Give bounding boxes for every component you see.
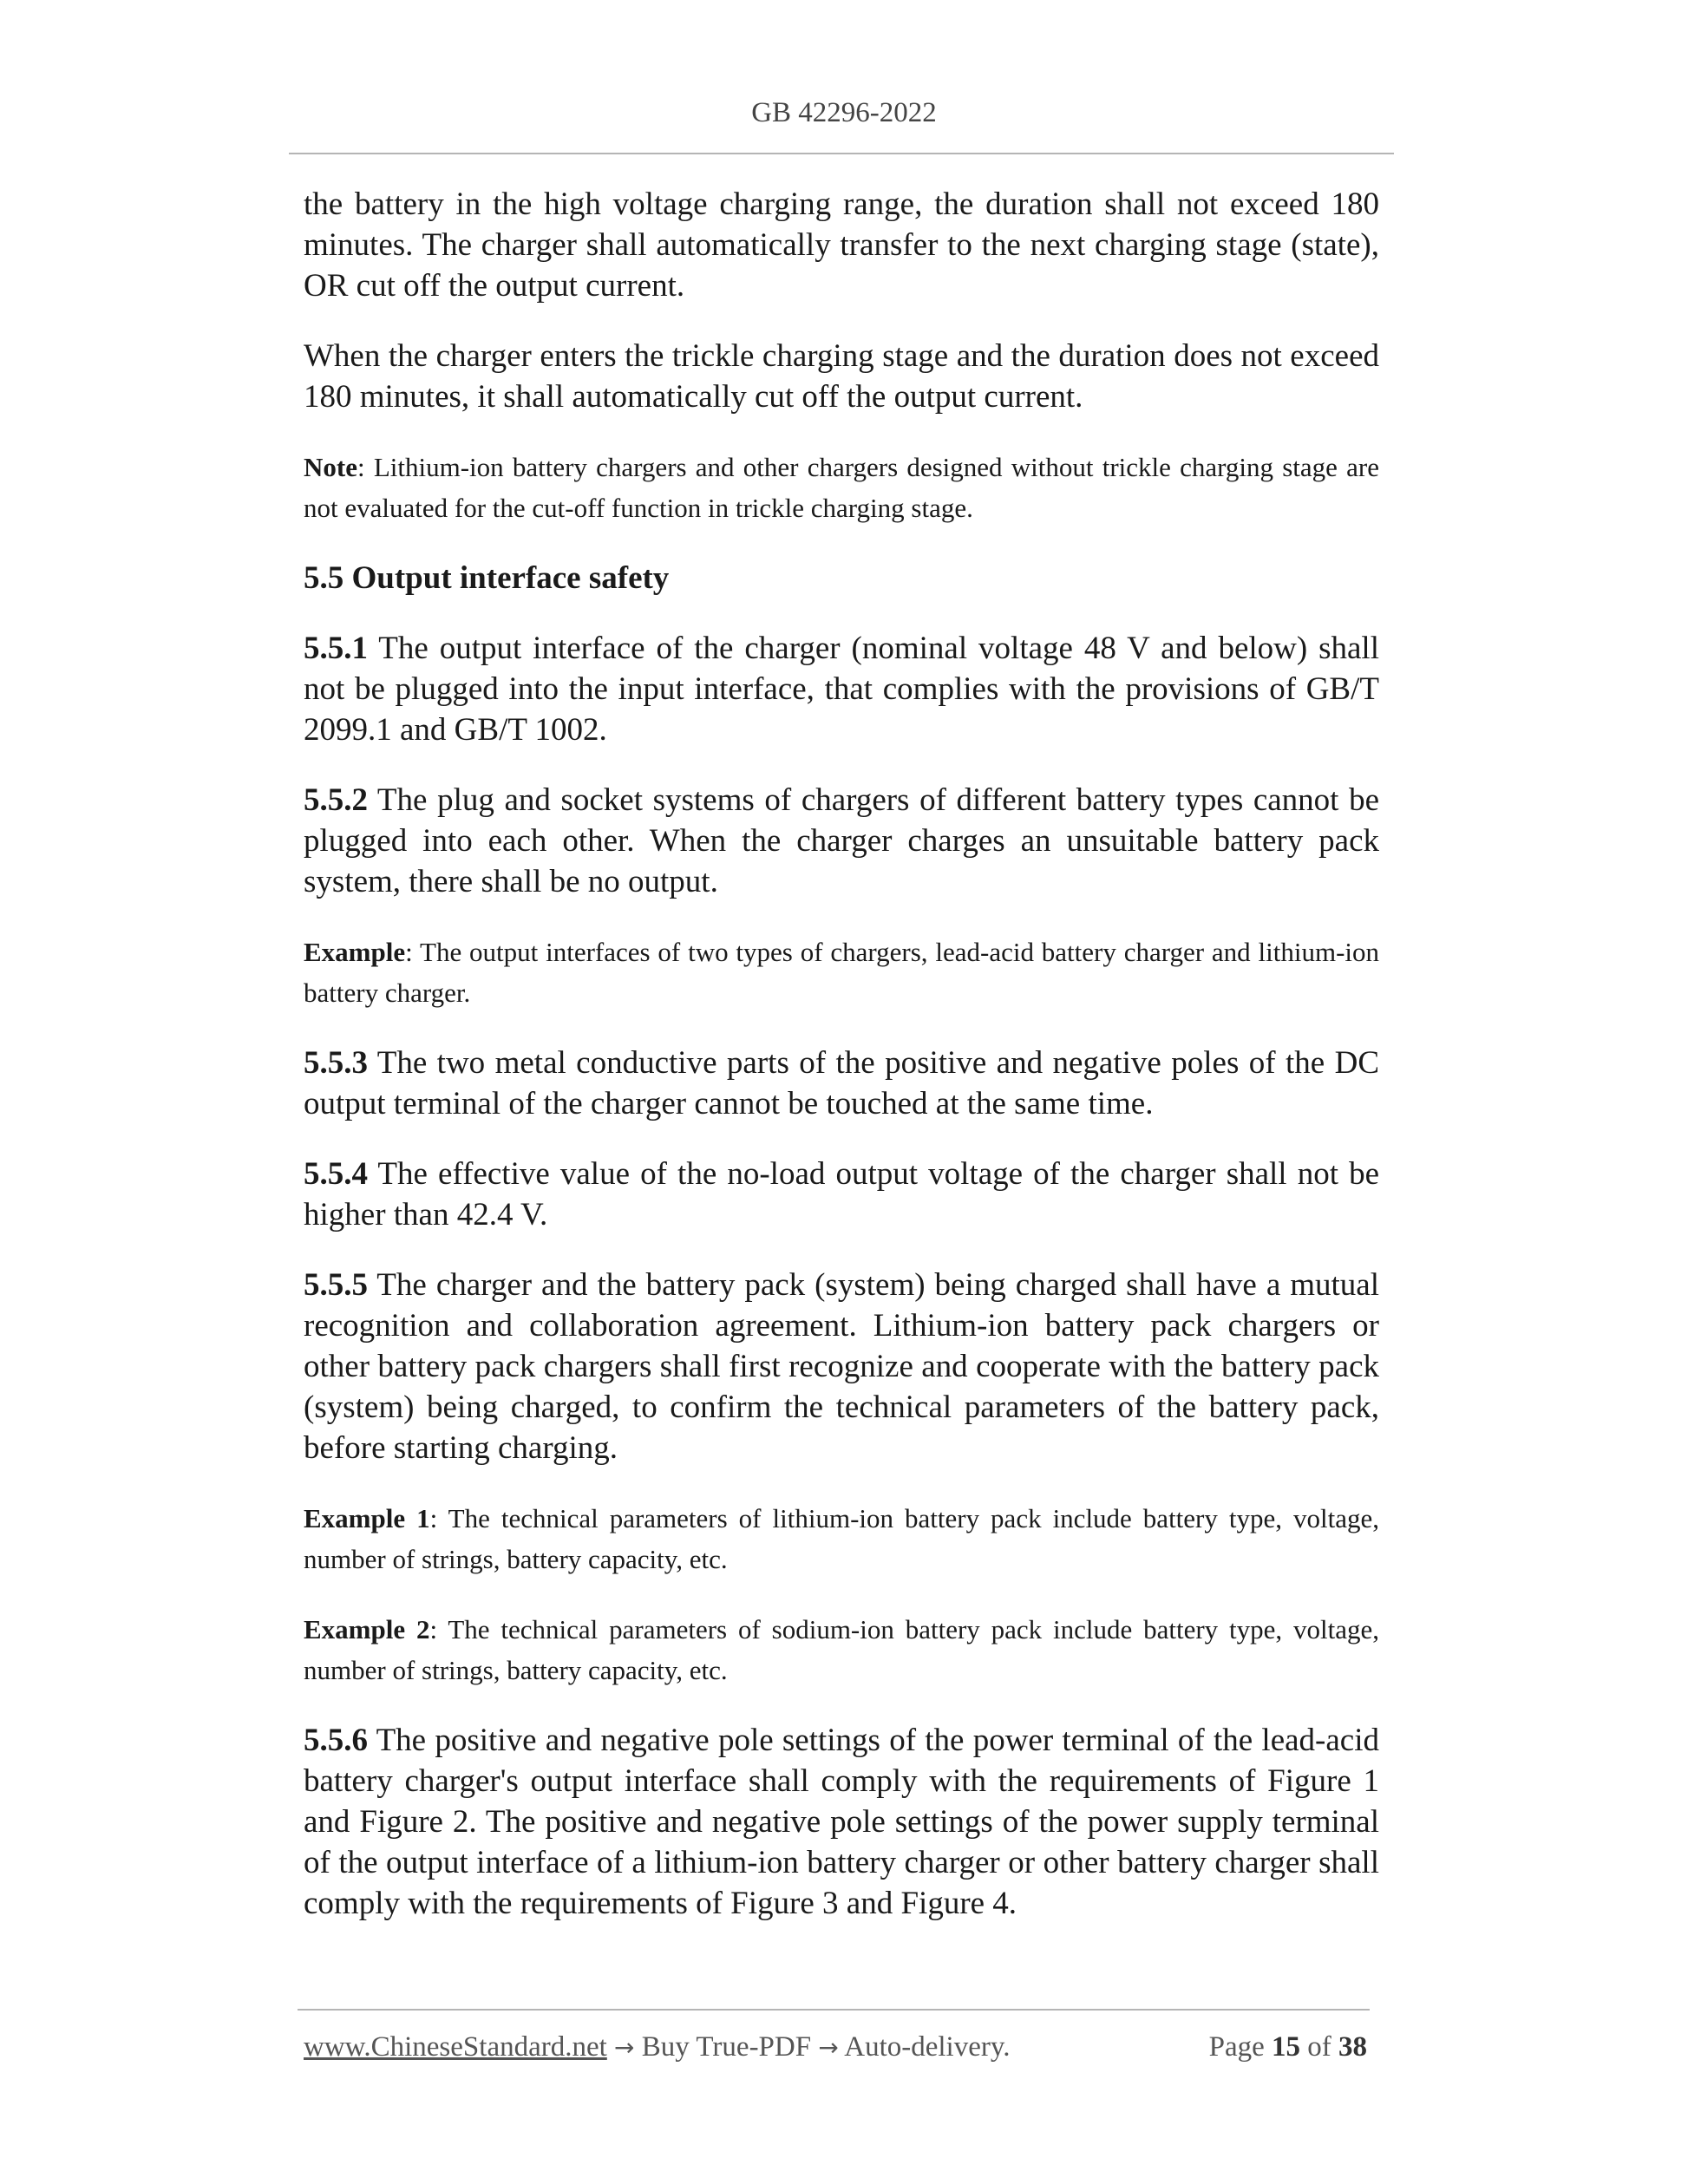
clause-5-5-3 xyxy=(304,1043,1379,1124)
note-label: Note xyxy=(304,452,357,482)
clause-number: 5.5.1 xyxy=(304,631,368,666)
header-divider xyxy=(289,153,1394,154)
delivery-text: Auto-delivery. xyxy=(838,2031,1011,2063)
example-2-paragraph xyxy=(304,1609,1379,1690)
example-label: Example 1 xyxy=(304,1503,430,1533)
clause-5-5-5 xyxy=(304,1265,1379,1468)
page-number: 15 xyxy=(1272,2031,1300,2063)
clause-5-5-4 xyxy=(304,1154,1379,1235)
page-indicator xyxy=(1209,2031,1367,2063)
example-1-paragraph xyxy=(304,1498,1379,1579)
of-label: of xyxy=(1300,2031,1338,2063)
clause-5-5-6 xyxy=(304,1720,1379,1924)
clause-text: The output interface of the charger (nominal voltage 48 V and below) shall not be plugged into the input interface, that complies with the provisions of GB/T 2099.1 and GB/T 1002. xyxy=(304,631,1379,748)
clause-number: 5.5.3 xyxy=(304,1045,368,1081)
document-header: GB 42296-2022 xyxy=(751,97,937,128)
clause-number: 5.5.2 xyxy=(304,782,368,818)
page-label: Page xyxy=(1208,2031,1272,2063)
clause-number: 5.5.6 xyxy=(304,1723,368,1758)
example-paragraph xyxy=(304,932,1379,1013)
paragraph-trickle-stage: When the charger enters the trickle charging stage and the duration does not exceed 180 minutes, it shall automatically cut off the output current. xyxy=(304,338,1379,415)
clause-text: The two metal conductive parts of the positive and negative poles of the DC output terminal of the charger cannot be touched at the same time. xyxy=(304,1045,1379,1121)
note-text: : Lithium-ion battery chargers and other chargers designed without trickle charging stage are not evaluated for the cut-off function in trickle charging stage. xyxy=(304,452,1379,523)
total-pages: 38 xyxy=(1338,2031,1367,2063)
footer-links xyxy=(304,2031,1010,2063)
example-label: Example 2 xyxy=(304,1614,430,1645)
clause-text: The plug and socket systems of chargers of different battery types cannot be plugged into each other. When the charger charges an unsuitable battery pack system, there shall be no output. xyxy=(304,782,1379,899)
clause-number: 5.5.5 xyxy=(304,1267,368,1303)
clause-number: 5.5.4 xyxy=(304,1156,368,1192)
example-text: : The technical parameters of sodium-ion battery pack include battery type, voltage, number of strings, battery capacity, etc. xyxy=(304,1614,1379,1685)
arrow-right-icon: → xyxy=(614,2033,635,2062)
example-text: : The technical parameters of lithium-ion battery pack include battery type, voltage, number of strings, battery capacity, etc. xyxy=(304,1503,1379,1574)
clause-text: The effective value of the no-load output voltage of the charger shall not be higher than 42.4 V. xyxy=(304,1156,1379,1233)
page-content xyxy=(304,184,1379,1953)
arrow-right-icon: → xyxy=(818,2033,839,2062)
buy-text: Buy True-PDF xyxy=(634,2031,819,2063)
clause-5-5-1 xyxy=(304,628,1379,750)
page-footer xyxy=(304,2031,1367,2070)
section-heading-5-5: 5.5 Output interface safety xyxy=(304,560,670,596)
note-paragraph xyxy=(304,447,1379,528)
example-label: Example xyxy=(304,937,406,967)
clause-text: The charger and the battery pack (system) being charged shall have a mutual recognition and collaboration agreement. Lithium-ion battery pack chargers or other battery pack chargers shall first recognize and cooperate with the battery pack (system) being charged, to confirm the technical parameters of the battery pack, before starting charging. xyxy=(304,1267,1379,1466)
clause-5-5-2 xyxy=(304,780,1379,902)
clause-text: The positive and negative pole settings of the power terminal of the lead-acid battery charger's output interface shall comply with the requirements of Figure 1 and Figure 2. The positive and negative pole settings of the power supply terminal of the output interface of a lithium-ion battery charger or other battery charger shall comply with the requirements of Figure 3 and Figure 4. xyxy=(304,1723,1379,1921)
example-text: : The output interfaces of two types of chargers, lead-acid battery charger and lithium-ion battery charger. xyxy=(304,937,1379,1008)
website-link[interactable]: www.ChineseStandard.net xyxy=(304,2031,607,2063)
paragraph-continuation: the battery in the high voltage charging range, the duration shall not exceed 180 minutes. The charger shall automatically transfer to the next charging stage (state), OR cut off the output current. xyxy=(304,186,1379,304)
footer-divider xyxy=(298,2009,1370,2011)
